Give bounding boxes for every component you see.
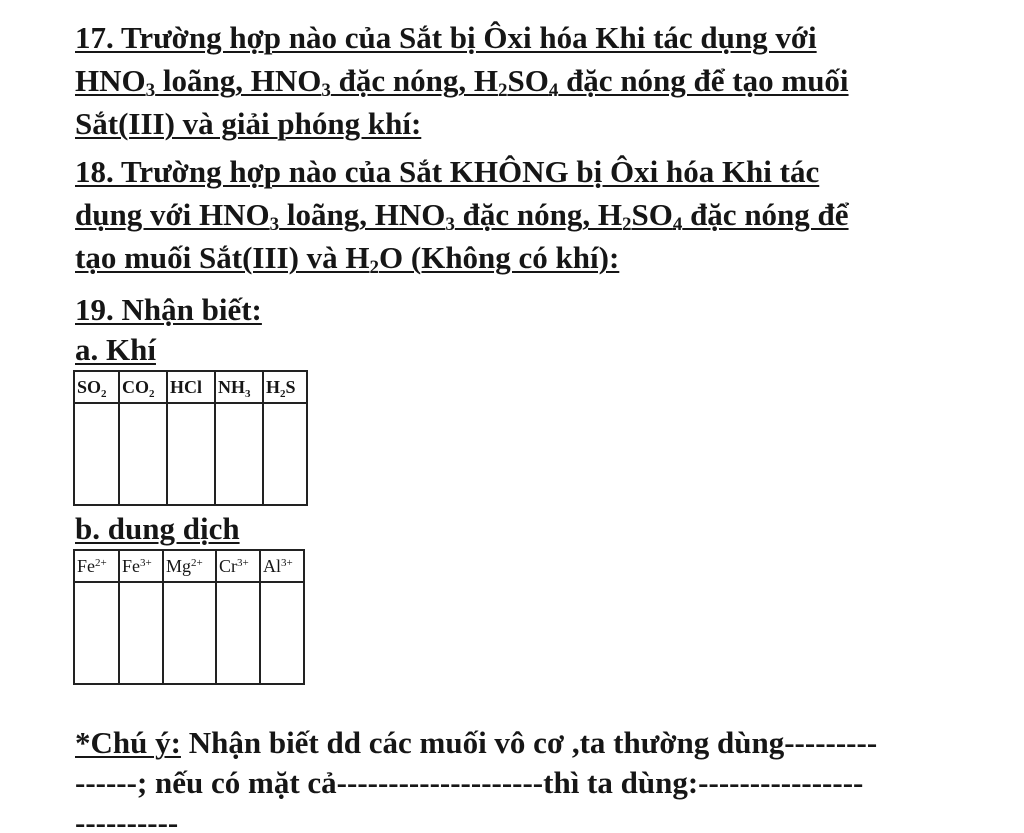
gas-header-so2 bbox=[74, 371, 119, 403]
ion-header-row bbox=[74, 550, 304, 582]
text: Mg bbox=[166, 556, 192, 576]
text: SO bbox=[507, 63, 549, 98]
subscript: 4 bbox=[672, 214, 683, 235]
text: loãng, HNO bbox=[155, 63, 322, 98]
ion-cell-mg2[interactable] bbox=[163, 582, 216, 684]
subscript: 3 bbox=[269, 214, 280, 235]
subscript: 3 bbox=[445, 214, 455, 235]
subscript: 2 bbox=[497, 80, 508, 101]
text: đặc nóng để bbox=[682, 197, 849, 232]
ion-header-fe3 bbox=[119, 550, 163, 582]
superscript: 3+ bbox=[281, 557, 293, 569]
text: Cr bbox=[219, 556, 237, 576]
q19-title: 19. Nhận biết: bbox=[75, 292, 262, 327]
subscript: 4 bbox=[548, 80, 559, 101]
text: loãng, HNO bbox=[279, 197, 446, 232]
gas-cell-nh3[interactable] bbox=[215, 403, 263, 505]
gas-cell-co2[interactable] bbox=[119, 403, 167, 505]
text: Al bbox=[263, 556, 281, 576]
note-line-1 bbox=[75, 725, 877, 760]
subscript: 3 bbox=[245, 388, 251, 400]
text: S bbox=[285, 377, 296, 397]
subscript: 2 bbox=[149, 388, 155, 400]
q19-a-title: a. Khí bbox=[75, 332, 156, 367]
gas-header-h2s bbox=[263, 371, 307, 403]
q17-line-2 bbox=[75, 63, 849, 101]
ion-header-mg2 bbox=[163, 550, 216, 582]
subscript: 2 bbox=[280, 388, 286, 400]
note-line-3: ---------- bbox=[75, 805, 179, 833]
superscript: 2+ bbox=[191, 557, 203, 569]
subscript: 2 bbox=[369, 257, 380, 278]
ion-cell-cr3[interactable] bbox=[216, 582, 260, 684]
note-paragraph bbox=[75, 723, 877, 833]
text: Fe bbox=[122, 556, 140, 576]
text: đặc nóng, H bbox=[454, 197, 622, 232]
note-line-1-text: Nhận biết dd các muối vô cơ ,ta thường dùng--------- bbox=[180, 725, 878, 760]
text: dụng với HNO bbox=[75, 197, 270, 232]
text: O (Không có khí): bbox=[379, 240, 620, 275]
note-label: *Chú ý: bbox=[75, 725, 181, 760]
ion-cell-fe2[interactable] bbox=[74, 582, 119, 684]
superscript: 2+ bbox=[95, 557, 107, 569]
subscript: 3 bbox=[321, 80, 331, 101]
ion-identification-table bbox=[73, 549, 305, 685]
subscript: 2 bbox=[621, 214, 632, 235]
superscript: 3+ bbox=[140, 557, 152, 569]
gas-cell-hcl[interactable] bbox=[167, 403, 215, 505]
gas-header-nh3 bbox=[215, 371, 263, 403]
text: tạo muối Sắt(III) và H bbox=[75, 240, 370, 275]
text: HNO bbox=[75, 63, 146, 98]
text: CO bbox=[122, 377, 149, 397]
text: HCl bbox=[170, 377, 203, 397]
ion-answer-row bbox=[74, 582, 304, 684]
note-line-2: ------; nếu có mặt cả--------------------thì ta dùng:---------------- bbox=[75, 765, 864, 800]
gas-header-co2 bbox=[119, 371, 167, 403]
gas-cell-h2s[interactable] bbox=[263, 403, 307, 505]
ion-header-cr3 bbox=[216, 550, 260, 582]
text: H bbox=[266, 377, 281, 397]
gas-cell-so2[interactable] bbox=[74, 403, 119, 505]
text: đặc nóng để tạo muối bbox=[558, 63, 849, 98]
ion-cell-al3[interactable] bbox=[260, 582, 304, 684]
gas-header-hcl bbox=[167, 371, 215, 403]
text: đặc nóng, H bbox=[330, 63, 498, 98]
q18-line-1: 18. Trường hợp nào của Sắt KHÔNG bị Ôxi hóa Khi tác bbox=[75, 154, 820, 189]
text: NH bbox=[218, 377, 245, 397]
ion-cell-fe3[interactable] bbox=[119, 582, 163, 684]
gas-answer-row bbox=[74, 403, 307, 505]
ion-header-al3 bbox=[260, 550, 304, 582]
question-18 bbox=[75, 150, 849, 279]
q18-line-2 bbox=[75, 197, 849, 235]
text: SO bbox=[77, 377, 102, 397]
question-17 bbox=[75, 16, 849, 145]
text: SO bbox=[631, 197, 673, 232]
q17-line-1: 17. Trường hợp nào của Sắt bị Ôxi hóa Khi tác dụng với bbox=[75, 20, 817, 55]
text: Fe bbox=[77, 556, 95, 576]
q19-b-title: b. dung dịch bbox=[75, 511, 240, 546]
q18-line-3 bbox=[75, 240, 620, 278]
subscript: 3 bbox=[145, 80, 156, 101]
q17-line-3: Sắt(III) và giải phóng khí: bbox=[75, 106, 422, 141]
subscript: 2 bbox=[101, 388, 107, 400]
superscript: 3+ bbox=[237, 557, 249, 569]
gas-header-row bbox=[74, 371, 307, 403]
gas-identification-table bbox=[73, 370, 308, 506]
ion-header-fe2 bbox=[74, 550, 119, 582]
